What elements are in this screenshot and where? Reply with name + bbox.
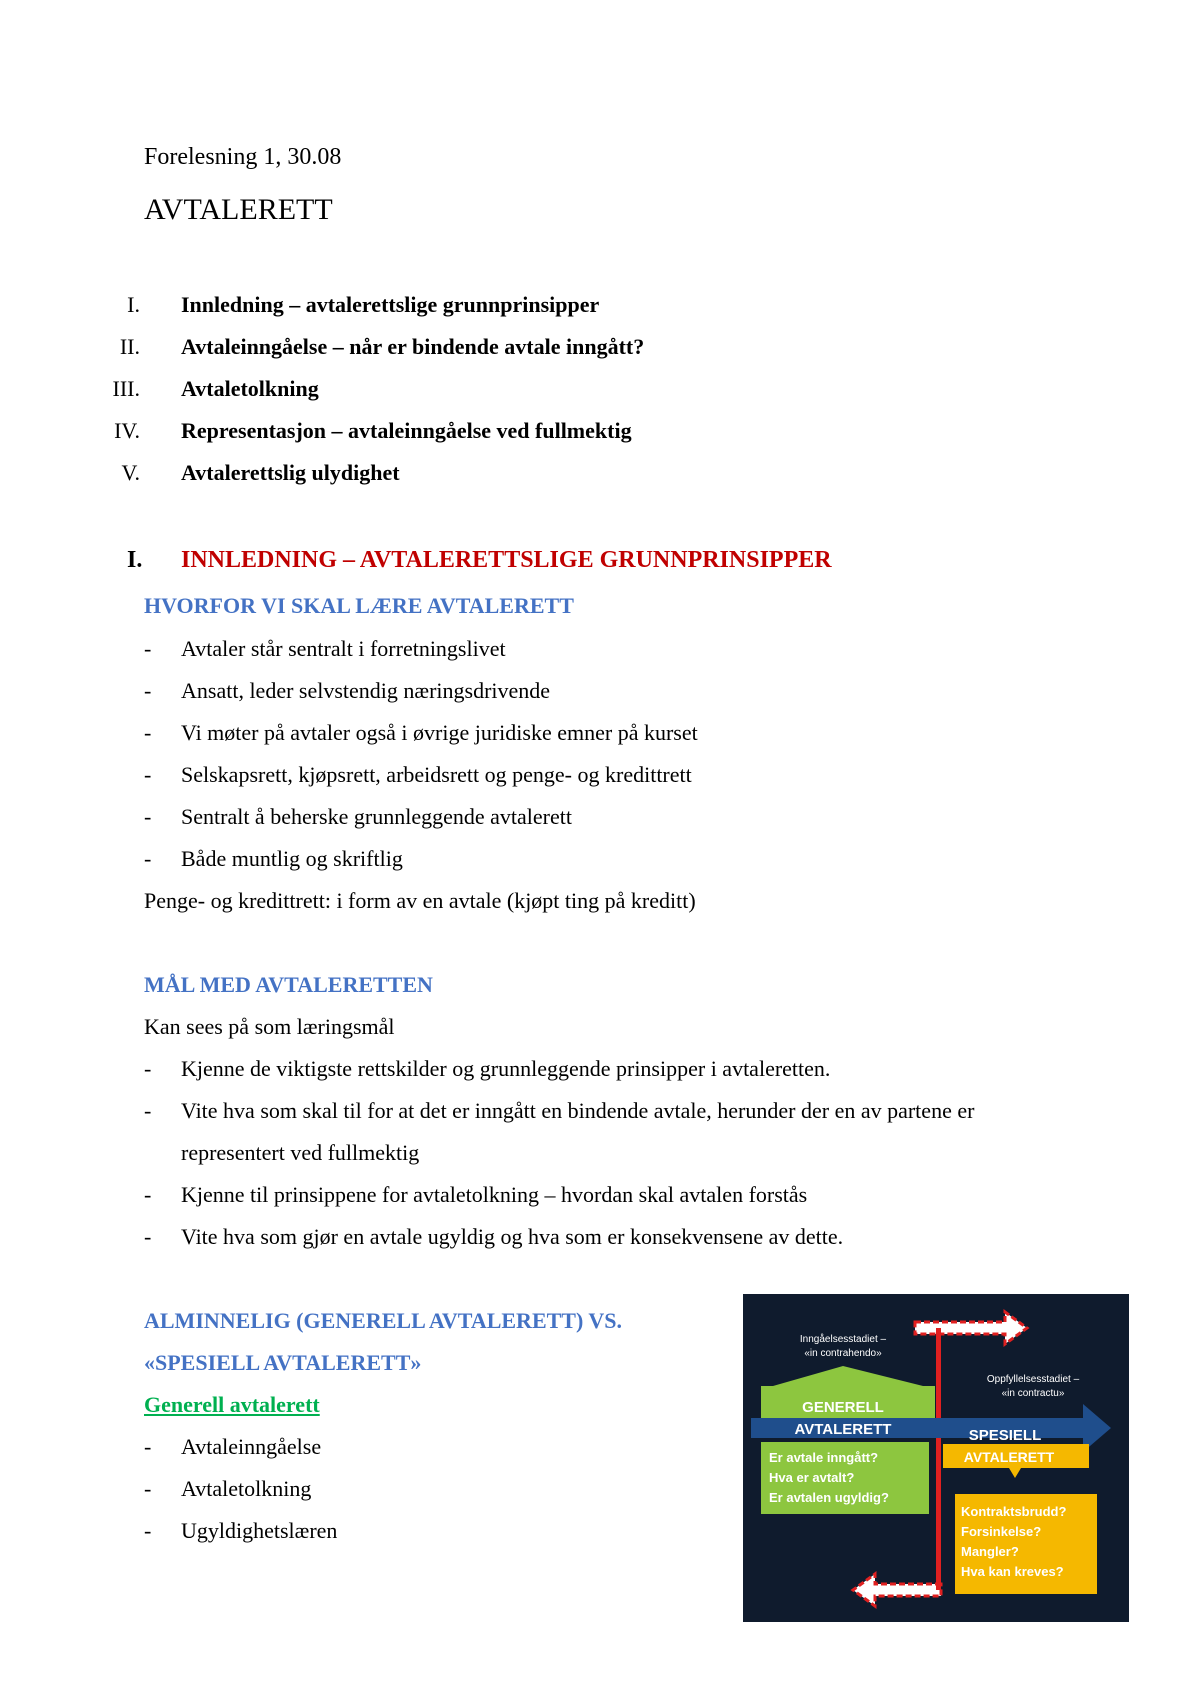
bullet-dash: -	[144, 1476, 152, 1501]
list-item: Sentralt å beherske grunnleggende avtalerett	[181, 804, 572, 829]
stage1-label: Inngåelsesstadiet –	[799, 1334, 887, 1345]
list-item: Ansatt, leder selvstendig næringsdrivende	[181, 678, 551, 703]
spesiell-label: SPESIELL	[968, 1427, 1042, 1444]
general-heading-line2: «SPESIELL AVTALERETT»	[144, 1350, 422, 1375]
bullet-dash: -	[144, 720, 152, 745]
goal-intro: Kan sees på som læringsmål	[144, 1014, 395, 1039]
stage-divider	[936, 1328, 941, 1590]
avtalerett-left-label: AVTALERETT	[794, 1421, 892, 1438]
spesiell-question: Forsinkelse?	[961, 1524, 1042, 1539]
list-item-continuation: representert ved fullmektig	[181, 1140, 420, 1165]
toc-number: III.	[112, 376, 140, 401]
bullet-dash: -	[144, 1098, 152, 1123]
list-item: Avtaleinngåelse	[181, 1434, 322, 1459]
stage2-label: «in contractu»	[1001, 1388, 1065, 1399]
why-heading: HVORFOR VI SKAL LÆRE AVTALERETT	[144, 593, 574, 618]
toc-text: Innledning – avtalerettslige grunnprinsipper	[181, 292, 600, 317]
list-item: Vite hva som gjør en avtale ugyldig og hva som er konsekvensene av dette.	[181, 1224, 844, 1249]
list-item: Selskapsrett, kjøpsrett, arbeidsrett og penge- og kredittrett	[181, 762, 692, 787]
lecture-label: Forelesning 1, 30.08	[144, 144, 342, 170]
list-item: Kjenne til prinsippene for avtaletolkning – hvordan skal avtalen forstås	[181, 1182, 808, 1207]
bullet-dash: -	[144, 1434, 152, 1459]
bullet-dash: -	[144, 804, 152, 829]
bullet-dash: -	[144, 636, 152, 661]
page-title: AVTALERETT	[144, 193, 333, 226]
avtalerett-right-label: AVTALERETT	[963, 1449, 1055, 1465]
list-item: Både muntlig og skriftlig	[181, 846, 403, 871]
bullet-dash: -	[144, 1182, 152, 1207]
stage1-label: «in contrahendo»	[804, 1348, 882, 1359]
contract-stages-figure	[743, 1294, 1129, 1622]
section-number: I.	[127, 547, 143, 573]
generell-question: Hva er avtalt?	[769, 1470, 855, 1485]
spesiell-question: Kontraktsbrudd?	[961, 1504, 1067, 1519]
toc-number: IV.	[114, 418, 140, 443]
toc-text: Avtaleinngåelse – når er bindende avtale inngått?	[181, 334, 645, 359]
list-item: Vite hva som skal til for at det er inngått en bindende avtale, herunder der en av partene er	[181, 1098, 975, 1123]
toc-number: II.	[119, 334, 140, 359]
figure-diagram	[743, 1294, 1129, 1622]
bullet-dash: -	[144, 1224, 152, 1249]
list-item: Vi møter på avtaler også i øvrige juridiske emner på kurset	[181, 720, 698, 745]
list-item: Kjenne de viktigste rettskilder og grunnleggende prinsipper i avtaleretten.	[181, 1056, 831, 1081]
toc-text: Avtaletolkning	[181, 376, 319, 401]
toc-number: V.	[121, 460, 140, 485]
back-arrow-icon	[853, 1574, 941, 1606]
list-item: Avtaler står sentralt i forretningslivet	[181, 636, 506, 661]
bullet-dash: -	[144, 762, 152, 787]
goal-heading: MÅL MED AVTALERETTEN	[144, 972, 433, 997]
toc-number: I.	[127, 292, 140, 317]
bullet-dash: -	[144, 1518, 152, 1543]
spesiell-question: Mangler?	[961, 1544, 1019, 1559]
list-item: Ugyldighetslæren	[181, 1518, 338, 1543]
bullet-dash: -	[144, 1056, 152, 1081]
section-title: INNLEDNING – AVTALERETTSLIGE GRUNNPRINSIPPER	[181, 547, 832, 573]
stage2-label: Oppfyllelsesstadiet –	[986, 1374, 1080, 1385]
spesiell-question: Hva kan kreves?	[961, 1564, 1064, 1579]
generell-label: GENERELL	[802, 1399, 884, 1416]
bullet-dash: -	[144, 846, 152, 871]
toc-text: Representasjon – avtaleinngåelse ved fullmektig	[181, 418, 632, 443]
generell-question: Er avtalen ugyldig?	[769, 1490, 889, 1505]
bullet-dash: -	[144, 678, 152, 703]
why-note: Penge- og kredittrett: i form av en avtale (kjøpt ting på kreditt)	[144, 888, 696, 913]
general-subheading: Generell avtalerett	[144, 1392, 320, 1417]
general-heading-line1: ALMINNELIG (GENERELL AVTALERETT) VS.	[144, 1308, 623, 1333]
forward-arrow-icon	[915, 1312, 1027, 1344]
list-item: Avtaletolkning	[181, 1476, 312, 1501]
toc-text: Avtalerettslig ulydighet	[181, 460, 400, 485]
generell-question: Er avtale inngått?	[769, 1450, 879, 1465]
